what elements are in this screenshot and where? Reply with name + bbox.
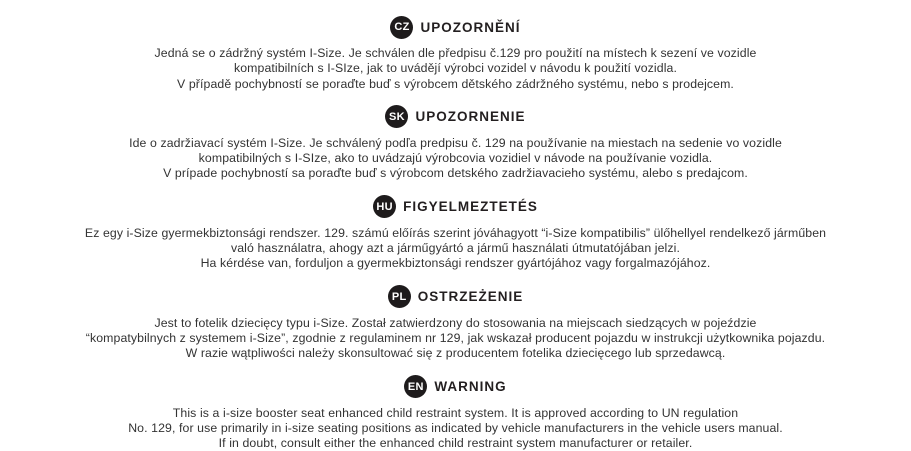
warning-line: Jest to fotelik dziecięcy typu i-Size. Został zatwierdzony do stosowania na miejscach siedzących w pojeździe <box>154 315 757 330</box>
warning-line: Jedná se o zádržný systém I-Size. Je schválen dle předpisu č.129 pro použití na místech k sezení ve vozidle <box>154 46 757 60</box>
section-body <box>0 406 911 451</box>
warning-line: No. 129, for use primarily in i-size seating positions as indicated by vehicle manufacturers in the vehicle users manual. <box>128 420 783 435</box>
warning-line: Ez egy i-Size gyermekbiztonsági rendszer. 129. számú előírás szerint jóváhagyott “i-Size kompatibilis” ülőhellyel rendelkező járműben <box>84 225 827 240</box>
language-badge-label: PL <box>391 290 407 303</box>
section-heading: UPOZORNENIE <box>415 109 526 125</box>
warning-line: “kompatybilnych z systemem i-Size”, zgodnie z regulaminem nr 129, jak wskazał producent pojazdu w instrukcji użytkownika pojazdu. <box>85 330 826 345</box>
language-badge-label: SK <box>389 110 405 123</box>
section-heading-row <box>0 285 911 309</box>
language-badge-icon <box>373 195 396 218</box>
language-badge-icon <box>404 375 427 398</box>
warning-line: kompatibilních s I-SIze, jak to uvádějí výrobci vozidel v návodu k použití vozidla. <box>233 61 677 76</box>
warning-section-cz <box>0 15 911 92</box>
warning-section-en <box>0 375 911 451</box>
warning-line: This is a i-size booster seat enhanced child restraint system. It is approved according to UN regulation <box>172 405 739 420</box>
warning-line: kompatibilných s I-SIze, ako to uvádzajú výrobcovia vozidiel v návode na používanie vozidla. <box>198 151 713 166</box>
section-body <box>0 46 911 92</box>
language-badge-icon <box>385 105 408 128</box>
language-badge-icon <box>390 16 413 39</box>
section-heading: FIGYELMEZTETÉS <box>403 199 538 215</box>
section-heading: OSTRZEŻENIE <box>417 289 524 305</box>
language-badge-label: EN <box>407 380 424 393</box>
warning-line: V prípade pochybností sa poraďte buď s výrobcom detského zadržiavacieho systému, alebo s predajcom. <box>163 166 748 181</box>
language-badge-icon <box>388 285 411 308</box>
section-heading-row <box>0 195 911 219</box>
section-heading-row <box>0 105 911 129</box>
section-heading-row <box>0 375 911 399</box>
section-heading: WARNING <box>434 379 507 395</box>
section-heading: UPOZORNĚNÍ <box>420 19 521 35</box>
warning-section-pl <box>0 285 911 362</box>
warning-line: való használatra, ahogy azt a járműgyártó a jármű használati útmutatójában jelzi. <box>231 241 680 256</box>
language-badge-label: HU <box>376 200 393 213</box>
warning-line: W razie wątpliwości należy skonsultować się z producentem fotelika dziecięcego lub sprzedawcą. <box>185 346 726 361</box>
warning-section-sk <box>0 105 911 182</box>
section-body <box>0 226 911 272</box>
language-badge-label: CZ <box>394 21 410 33</box>
section-body <box>0 136 911 182</box>
warning-line: Ha kérdése van, forduljon a gyermekbiztonsági rendszer gyártójához vagy forgalmazójához. <box>200 256 711 271</box>
warning-line: V případě pochybností se poraďte buď s výrobcem dětského zádržného systému, nebo s prodejcem. <box>177 76 734 91</box>
section-heading-row <box>0 15 911 39</box>
warning-line: If in doubt, consult either the enhanced child restraint system manufacturer or retailer. <box>218 436 693 451</box>
warning-line: Ide o zadržiavací systém I-Size. Je schválený podľa predpisu č. 129 na používanie na miestach na sedenie vo vozidle <box>129 135 782 150</box>
section-body <box>0 316 911 362</box>
warning-section-hu <box>0 195 911 272</box>
